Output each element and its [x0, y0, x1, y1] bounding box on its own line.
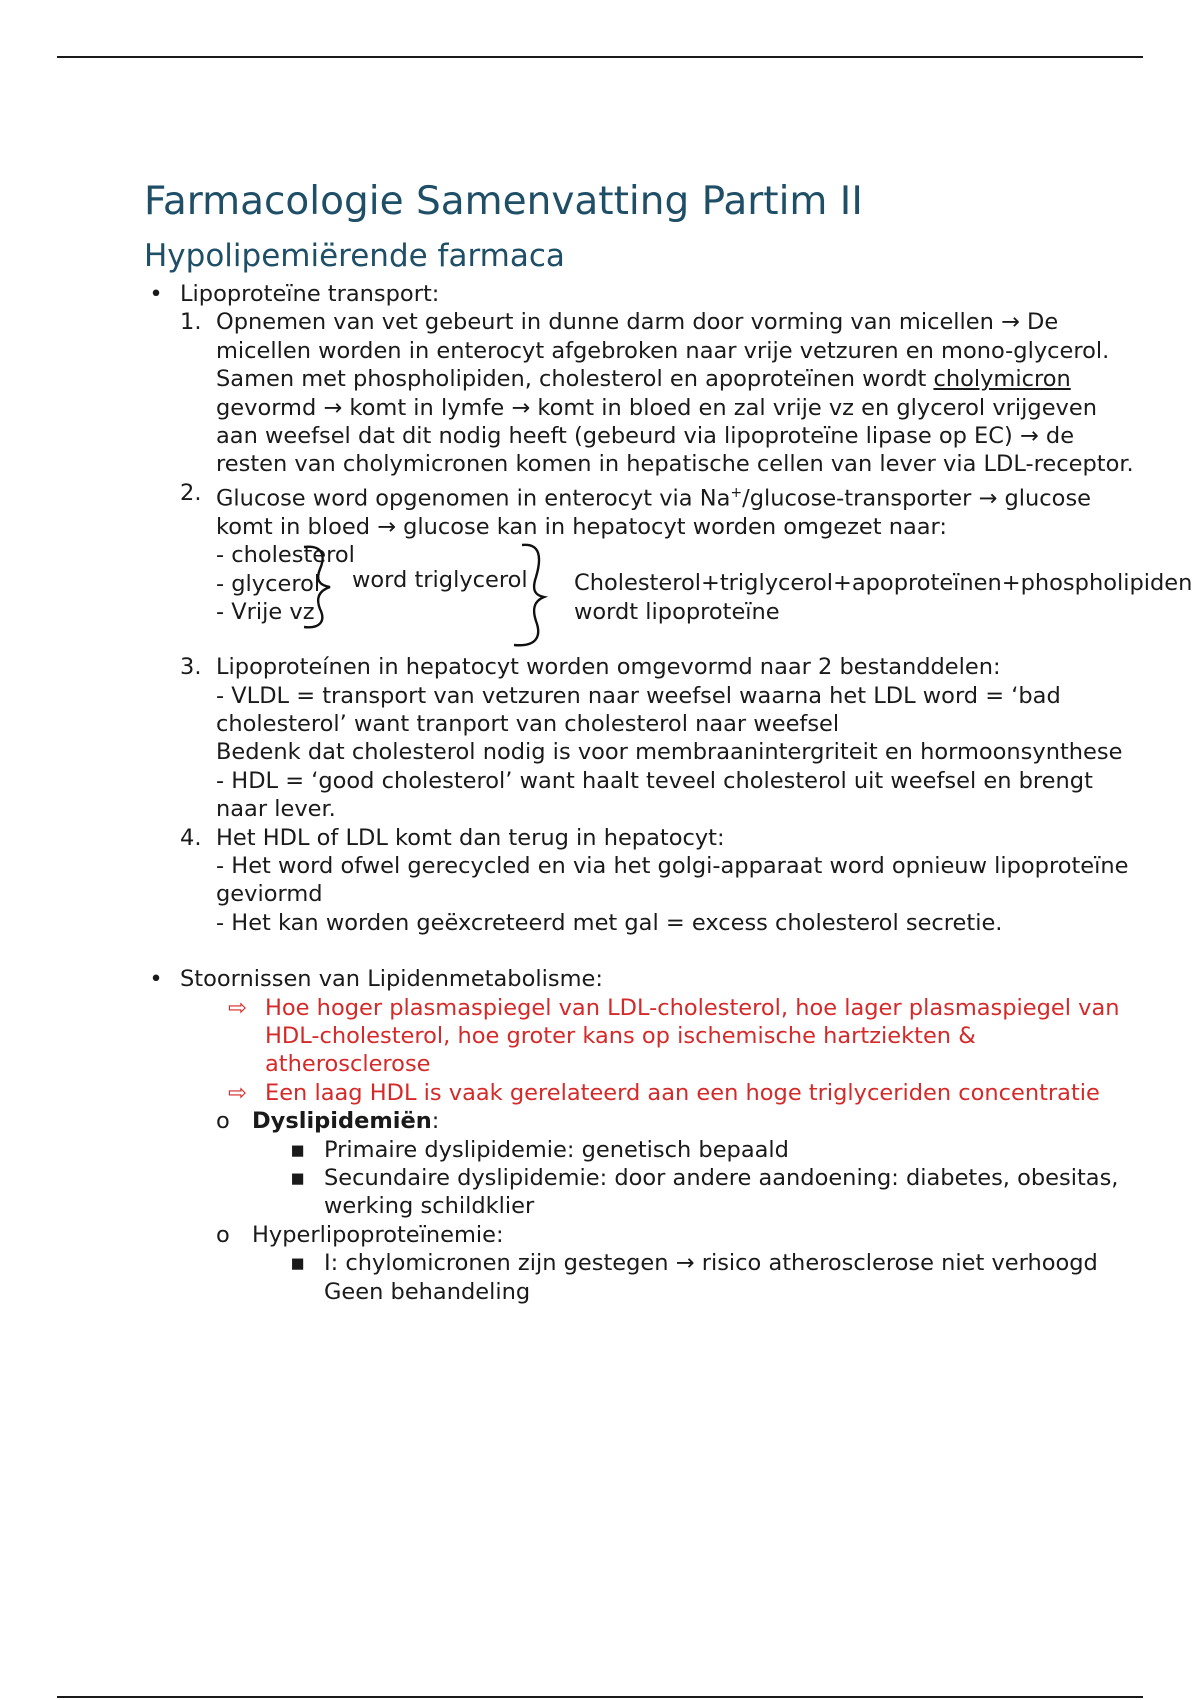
- bullet-label: Lipoproteïne transport:: [180, 281, 440, 307]
- item-text-cont: /glucose-transporter → glucose komt in bloed → glucose kan in hepatocyt worden omgezet naar:: [216, 485, 1092, 540]
- document-body: [144, 176, 1193, 1306]
- arrow-note-text: Hoe hoger plasmaspiegel van LDL-cholesterol, hoe lager plasmaspiegel van HDL-cholesterol, hoe groter kans op ischemische hartziekten & atherosclerose: [265, 994, 1120, 1078]
- item-number: 3.: [180, 654, 202, 681]
- numbered-item-1: [144, 308, 1144, 478]
- item-text: Opnemen van vet gebeurt in dunne darm door vorming van micellen → De micellen worden in enterocyt afgebroken naar vrije vetzuren en mono-glycerol. Samen met phospholipiden, cholesterol en apoproteïnen wordt: [216, 309, 1110, 393]
- header-rule: [57, 56, 1143, 58]
- item-number: 4.: [180, 824, 202, 851]
- square-bullet-icon: ▪: [290, 1250, 306, 1277]
- bullet-marker: •: [149, 281, 163, 307]
- item-text-cont: gevormd → komt in lymfe → komt in bloed en zal vrije vz en glycerol vrijgeven aan weefsel dat dit nodig heeft (gebeurd via lipoproteïne lipase op EC) → de resten van cholymicronen komen in hepatische cellen van lever via LDL-receptor.: [216, 394, 1134, 478]
- superscript: +: [730, 484, 743, 501]
- arrow-icon: ⇨: [228, 1079, 247, 1106]
- square-item-extra: Geen behandeling: [324, 1278, 531, 1305]
- arrow-note-2: [144, 1079, 1144, 1107]
- sub-bullet-dyslipidemien: [144, 1107, 1144, 1135]
- bold-term: Dyslipidemiën: [252, 1108, 432, 1135]
- sketch-result-text: Cholesterol+triglycerol+apoproteïnen+phospholipiden wordt lipoproteïne: [574, 570, 1193, 625]
- arrow-icon: ⇨: [228, 994, 247, 1021]
- section-heading: Hypolipemiërende farmaca: [144, 238, 565, 274]
- sub-bullet-label: Hyperlipoproteïnemie:: [252, 1221, 504, 1248]
- item-line: Bedenk dat cholesterol nodig is voor membraanintergriteit en hormoonsynthese: [216, 739, 1123, 766]
- square-bullet-icon: ▪: [290, 1165, 306, 1192]
- bullet-stoornissen: [144, 965, 1144, 993]
- brace-drawing: [144, 541, 644, 653]
- sub-bullet-marker: o: [216, 1221, 230, 1248]
- sub-bullet-marker: o: [216, 1108, 230, 1135]
- square-item-text: I: chylomicronen zijn gestegen → risico atherosclerose niet verhoogd: [324, 1250, 1098, 1277]
- square-item-text: Secundaire dyslipidemie: door andere aandoening: diabetes, obesitas, werking schildklier: [324, 1165, 1119, 1220]
- item-text: Glucose word opgenomen in enterocyt via Na: [216, 485, 731, 512]
- bullet-lipoproteine-transport: [144, 280, 1144, 308]
- colon: :: [431, 1108, 440, 1135]
- square-item-2: [144, 1164, 1144, 1221]
- page-title: Farmacologie Samenvatting Partim II: [144, 179, 863, 224]
- item-number: 1.: [180, 309, 202, 336]
- square-item-text: Primaire dyslipidemie: genetisch bepaald: [324, 1136, 789, 1163]
- item-line: Lipoproteínen in hepatocyt worden omgevormd naar 2 bestanddelen:: [216, 654, 1001, 681]
- sketch-list-item: - glycerol: [216, 570, 321, 597]
- handwritten-annotation: word triglycerol: [352, 567, 528, 594]
- bullet-marker: •: [149, 966, 163, 993]
- square-item-3: [144, 1249, 1144, 1306]
- bullet-label: Stoornissen van Lipidenmetabolisme:: [180, 966, 603, 993]
- numbered-item-2: [144, 479, 1144, 541]
- underlined-term: cholymicron: [933, 366, 1071, 393]
- arrow-note-1: [144, 994, 1144, 1079]
- sketch-list-item: - cholesterol: [216, 542, 355, 569]
- item-line: - Het word ofwel gerecycled en via het golgi-apparaat word opnieuw lipoproteïne geviormd: [216, 853, 1129, 908]
- numbered-item-3: [144, 653, 1144, 823]
- square-item-1: [144, 1136, 1144, 1164]
- item-line: - Het kan worden geëxcreteerd met gal = excess cholesterol secretie.: [216, 909, 1003, 936]
- arrow-note-text: Een laag HDL is vaak gerelateerd aan een hoge triglyceriden concentratie: [265, 1079, 1100, 1106]
- item-line: - HDL = ‘good cholesterol’ want haalt teveel cholesterol uit weefsel en brengt naar lever.: [216, 767, 1093, 823]
- numbered-item-4: [144, 824, 1144, 938]
- sub-bullet-hyperlipoproteinemie: [144, 1221, 1144, 1249]
- item-line: - VLDL = transport van vetzuren naar weefsel waarna het LDL word = ‘bad cholesterol’ want tranport van cholesterol naar weefsel: [216, 682, 1061, 737]
- item-number: 2.: [180, 479, 202, 506]
- square-bullet-icon: ▪: [290, 1136, 306, 1163]
- large-brace: [514, 545, 544, 645]
- handwritten-sketch: [144, 541, 1193, 653]
- item-line: Het HDL of LDL komt dan terug in hepatocyt:: [216, 824, 725, 851]
- small-brace: [304, 547, 330, 628]
- footer-rule: [57, 1696, 1143, 1698]
- sketch-list-item: - Vrije vz: [216, 598, 315, 625]
